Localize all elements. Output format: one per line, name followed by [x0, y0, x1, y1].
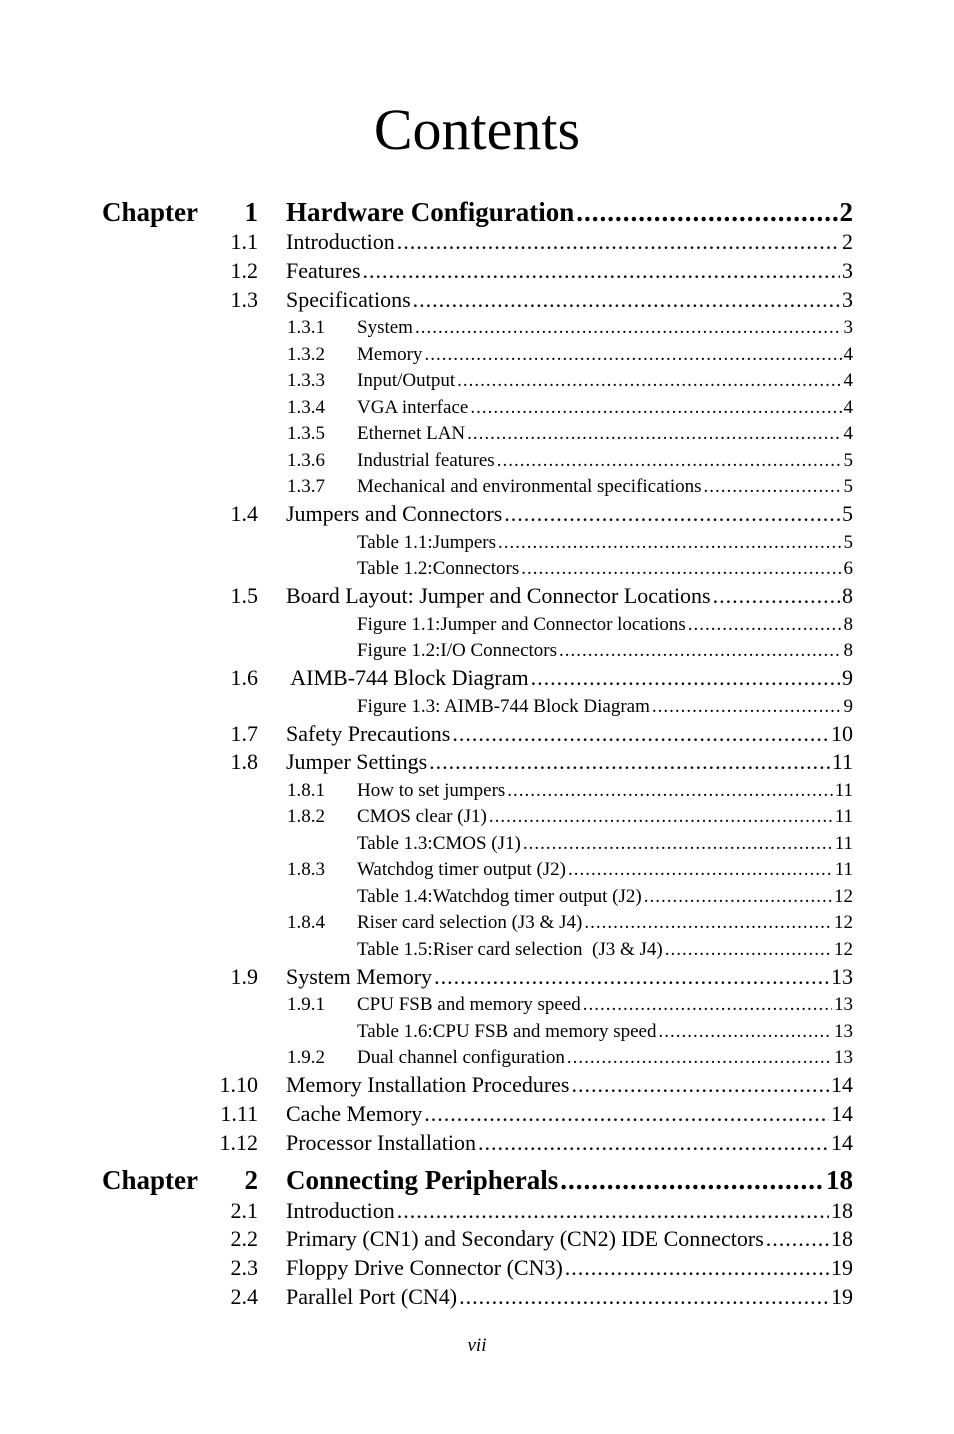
section-title: Parallel Port (CN4) ..... 19 [286, 1283, 853, 1311]
chapter-label: Chapter [102, 197, 198, 227]
toc-table-entry[interactable] [0, 1020, 954, 1044]
section-number: 1.11 [220, 1101, 258, 1126]
toc-entry[interactable] [0, 1225, 954, 1253]
table-title: Table 1.1:Jumpers ..... 5 [357, 531, 853, 555]
page-number: 19 [831, 1255, 853, 1280]
section-number: 1.9 [230, 964, 258, 989]
subsection-number: 1.3.6 [287, 450, 325, 471]
page-number: 8 [843, 640, 853, 661]
page-number: 11 [834, 833, 853, 854]
subsection-number: 1.9.1 [287, 994, 325, 1015]
toc-subentry[interactable] [0, 449, 954, 473]
page-number: 13 [834, 994, 853, 1015]
subsection-number: 1.3.4 [287, 397, 325, 418]
page-number: 4 [843, 344, 853, 365]
toc-entry[interactable] [0, 1071, 954, 1099]
section-title: System Memory ..... 13 [286, 963, 853, 991]
figure-title: Figure 1.3: AIMB-744 Block Diagram ..... 9 [357, 695, 853, 719]
section-title: Introduction ..... 2 [286, 228, 853, 256]
section-title: AIMB-744 Block Diagram ..... 9 [286, 664, 853, 692]
subsection-number: 1.8.1 [287, 780, 325, 801]
subsection-number: 1.3.2 [287, 344, 325, 365]
page-number: 9 [842, 665, 853, 690]
page-footer-number: vii [467, 1335, 487, 1356]
toc-table-entry[interactable] [0, 832, 954, 856]
chapter-number: 2 [244, 1165, 258, 1195]
page-number: 12 [834, 886, 853, 907]
toc-entry[interactable] [0, 664, 954, 692]
subsection-title: CPU FSB and memory speed ..... 13 [357, 993, 853, 1017]
toc-subentry[interactable] [0, 475, 954, 499]
page-number: 9 [843, 696, 853, 717]
section-number: 2.3 [230, 1255, 258, 1280]
section-title: Floppy Drive Connector (CN3) ..... 19 [286, 1254, 853, 1282]
subsection-title: CMOS clear (J1) ..... 11 [357, 805, 853, 829]
page-number: 11 [834, 780, 853, 801]
page-number: 11 [834, 806, 853, 827]
page-number: 5 [842, 501, 853, 526]
page-number: 11 [834, 859, 853, 880]
page-number: 13 [831, 964, 853, 989]
page-number: 13 [834, 1047, 853, 1068]
subsection-title: Riser card selection (J3 & J4) ..... 12 [357, 911, 853, 935]
section-number: 1.5 [230, 583, 258, 608]
toc-figure-entry[interactable] [0, 695, 954, 719]
toc-subentry[interactable] [0, 911, 954, 935]
section-number: 1.2 [230, 258, 258, 283]
toc-subentry[interactable] [0, 779, 954, 803]
section-number: 1.12 [219, 1130, 258, 1155]
toc-entry[interactable] [0, 257, 954, 285]
toc-entry[interactable] [0, 1254, 954, 1282]
page-number: 12 [834, 939, 853, 960]
subsection-number: 1.8.2 [287, 806, 325, 827]
section-title: Processor Installation ..... 14 [286, 1129, 853, 1157]
page-number: 4 [843, 370, 853, 391]
page-number: 2 [839, 197, 853, 227]
toc-table-entry[interactable] [0, 531, 954, 555]
section-number: 2.4 [230, 1284, 258, 1309]
section-title: Board Layout: Jumper and Connector Locations ..... 8 [286, 582, 853, 610]
subsection-title: Mechanical and environmental specifications ..... 5 [357, 475, 853, 499]
toc-subentry[interactable] [0, 805, 954, 829]
section-number: 1.1 [230, 229, 258, 254]
page-number: 19 [831, 1284, 853, 1309]
page-number: 18 [831, 1198, 853, 1223]
section-title: Primary (CN1) and Secondary (CN2) IDE Connectors ..... 18 [286, 1225, 853, 1253]
page-number: 18 [826, 1165, 853, 1195]
toc-subentry[interactable] [0, 316, 954, 340]
section-title: Jumper Settings ..... 11 [286, 748, 853, 776]
page-number: 4 [843, 423, 853, 444]
subsection-title: System ..... 3 [357, 316, 853, 340]
table-title: Table 1.5:Riser card selection (J3 & J4) ..... 12 [357, 938, 853, 962]
toc-entry[interactable] [0, 1197, 954, 1225]
table-title: Table 1.6:CPU FSB and memory speed ..... 13 [357, 1020, 853, 1044]
toc-subentry[interactable] [0, 422, 954, 446]
page-number: 3 [842, 287, 853, 312]
subsection-title: Ethernet LAN ..... 4 [357, 422, 853, 446]
section-title: Introduction ..... 18 [286, 1197, 853, 1225]
toc-entry[interactable] [0, 500, 954, 528]
page-number: 3 [842, 258, 853, 283]
toc-chapter-2[interactable] [0, 1163, 954, 1197]
section-title: Features ..... 3 [286, 257, 853, 285]
toc-subentry[interactable] [0, 1046, 954, 1070]
chapter-title: Hardware Configuration ..... 2 [286, 195, 853, 229]
table-title: Table 1.3:CMOS (J1) ..... 11 [357, 832, 853, 856]
toc-subentry[interactable] [0, 396, 954, 420]
section-number: 2.1 [230, 1198, 258, 1223]
page-number: 14 [831, 1130, 853, 1155]
page-number: 2 [842, 229, 853, 254]
toc-subentry[interactable] [0, 343, 954, 367]
toc-subentry[interactable] [0, 858, 954, 882]
page-number: 6 [843, 558, 853, 579]
subsection-number: 1.3.1 [287, 317, 325, 338]
toc-chapter-1[interactable] [0, 195, 954, 229]
toc-entry[interactable] [0, 286, 954, 314]
toc-entry[interactable] [0, 963, 954, 991]
page-number: 8 [842, 583, 853, 608]
table-title: Table 1.4:Watchdog timer output (J2) ..... 12 [357, 885, 853, 909]
subsection-title: How to set jumpers ..... 11 [357, 779, 853, 803]
toc-subentry[interactable] [0, 993, 954, 1017]
page-title: Contents [373, 97, 581, 162]
section-title: Cache Memory ..... 14 [286, 1100, 853, 1128]
page-number: 12 [834, 912, 853, 933]
toc-entry[interactable] [0, 720, 954, 748]
toc-entry[interactable] [0, 228, 954, 256]
page-number: 5 [843, 450, 853, 471]
subsection-number: 1.3.3 [287, 370, 325, 391]
subsection-title: Input/Output ..... 4 [357, 369, 853, 393]
page-number: 10 [831, 721, 853, 746]
toc-entry[interactable] [0, 1129, 954, 1157]
toc-subentry[interactable] [0, 369, 954, 393]
chapter-label: Chapter [102, 1165, 198, 1195]
subsection-number: 1.8.3 [287, 859, 325, 880]
toc-figure-entry[interactable] [0, 639, 954, 663]
figure-title: Figure 1.1:Jumper and Connector locations ..... 8 [357, 613, 853, 637]
subsection-number: 1.9.2 [287, 1047, 325, 1068]
toc-entry[interactable] [0, 1100, 954, 1128]
page-number: 4 [843, 397, 853, 418]
section-number: 1.10 [219, 1072, 258, 1097]
section-title: Safety Precautions ..... 10 [286, 720, 853, 748]
table-title: Table 1.2:Connectors ..... 6 [357, 557, 853, 581]
toc-figure-entry[interactable] [0, 613, 954, 637]
section-number: 1.6 [230, 665, 258, 690]
subsection-title: Memory ..... 4 [357, 343, 853, 367]
subsection-title: Dual channel configuration ..... 13 [357, 1046, 853, 1070]
subsection-number: 1.3.7 [287, 476, 325, 497]
section-number: 2.2 [230, 1226, 258, 1251]
toc-table-entry[interactable] [0, 938, 954, 962]
page-number: 18 [831, 1226, 853, 1251]
section-title: Memory Installation Procedures ..... 14 [286, 1071, 853, 1099]
toc-table-entry[interactable] [0, 557, 954, 581]
page-number: 5 [843, 532, 853, 553]
chapter-number: 1 [244, 197, 258, 227]
section-number: 1.7 [230, 721, 258, 746]
toc-entry[interactable] [0, 582, 954, 610]
chapter-title: Connecting Peripherals ..... 18 [286, 1163, 853, 1197]
toc-entry[interactable] [0, 748, 954, 776]
subsection-title: Watchdog timer output (J2) ..... 11 [357, 858, 853, 882]
page-number: 14 [831, 1072, 853, 1097]
page-number: 8 [843, 614, 853, 635]
page-number: 3 [843, 317, 853, 338]
section-number: 1.3 [230, 287, 258, 312]
page-number: 11 [831, 749, 853, 774]
subsection-number: 1.8.4 [287, 912, 325, 933]
page-number: 5 [843, 476, 853, 497]
page-number: 13 [834, 1021, 853, 1042]
subsection-number: 1.3.5 [287, 423, 325, 444]
subsection-title: Industrial features ..... 5 [357, 449, 853, 473]
section-title: Specifications ..... 3 [286, 286, 853, 314]
toc-table-entry[interactable] [0, 885, 954, 909]
section-number: 1.4 [230, 501, 258, 526]
toc-entry[interactable] [0, 1283, 954, 1311]
section-number: 1.8 [230, 749, 258, 774]
figure-title: Figure 1.2:I/O Connectors ..... 8 [357, 639, 853, 663]
section-title: Jumpers and Connectors ..... 5 [286, 500, 853, 528]
subsection-title: VGA interface ..... 4 [357, 396, 853, 420]
page-number: 14 [831, 1101, 853, 1126]
